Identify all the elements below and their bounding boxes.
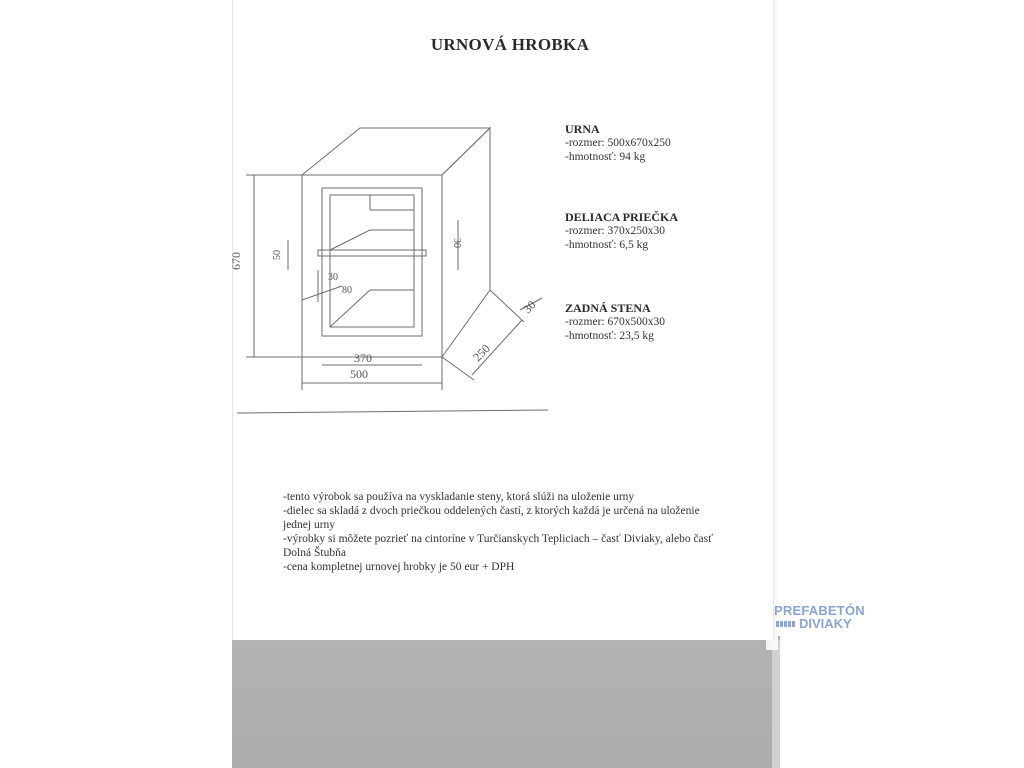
spec-heading: ZADNÁ STENA xyxy=(565,301,651,315)
spec-urna xyxy=(565,122,671,164)
scanner-edge xyxy=(772,640,780,768)
scanner-background xyxy=(232,636,780,768)
sketch-ground-line xyxy=(237,410,548,413)
sketch-top-face xyxy=(302,128,490,175)
technical-sketch xyxy=(229,110,562,420)
spec-zadna-stena xyxy=(565,301,665,343)
page-title: URNOVÁ HROBKA xyxy=(430,35,590,54)
dim-label-inner-width: 370 xyxy=(354,351,372,365)
prefabeton-logo xyxy=(774,603,865,631)
spec-weight: -hmotnosť: 6,5 kg xyxy=(565,239,649,251)
note-line: -tento výrobok sa používa na vyskladanie steny, ktorá slúži na uloženie urny xyxy=(283,491,635,503)
logo-line-2-row xyxy=(774,616,865,631)
spec-deliaca-prieka xyxy=(565,210,678,252)
sketch-shelf xyxy=(318,250,426,256)
dim-label-depth: 250 xyxy=(470,341,493,365)
dim-tick-depth-front xyxy=(442,357,474,380)
note-line: -dielec sa skladá z dvoch priečkou oddelených častí, z ktorých každá je určená na uloženie jednej urny xyxy=(283,505,700,531)
spec-size: -rozmer: 670x500x30 xyxy=(565,316,665,328)
dim-tick-depth-back xyxy=(490,290,524,322)
sketch-inner-upper xyxy=(330,230,414,250)
dim-label-small-b: 80 xyxy=(342,285,352,296)
spec-size: -rozmer: 370x250x30 xyxy=(565,225,665,237)
dim-label-opening: 50 xyxy=(272,250,283,260)
logo-mark-icon xyxy=(776,621,796,627)
logo-line-2: DIVIAKY xyxy=(799,616,852,631)
spec-heading: DELIACA PRIEČKA xyxy=(565,210,679,224)
product-notes xyxy=(283,490,723,574)
sketch-front-face xyxy=(302,175,442,357)
dim-label-height: 670 xyxy=(229,252,243,270)
dim-label-width: 500 xyxy=(350,367,368,381)
sketch-inner-back-top xyxy=(370,195,414,210)
dim-label-small-a: 30 xyxy=(328,272,338,283)
logo-line-1: PREFABETÓN xyxy=(774,603,865,618)
dim-label-back-wall: 30 xyxy=(520,297,539,317)
spec-size: -rozmer: 500x670x250 xyxy=(565,137,671,149)
spec-heading: URNA xyxy=(565,122,600,136)
spec-weight: -hmotnosť: 23,5 kg xyxy=(565,330,654,342)
spec-weight: -hmotnosť: 94 kg xyxy=(565,151,646,163)
note-line: -cena kompletnej urnovej hrobky je 50 eur + DPH xyxy=(283,561,515,573)
sketch-side-face xyxy=(442,128,490,357)
sketch-inner-frame xyxy=(330,195,414,327)
dim-label-shelf: 30 xyxy=(451,238,462,248)
note-line: -výrobky si môžete pozrieť na cintoríne v Turčianskych Tepliciach – časť Diviaky, alebo časť Dolná Štubňa xyxy=(283,533,714,559)
